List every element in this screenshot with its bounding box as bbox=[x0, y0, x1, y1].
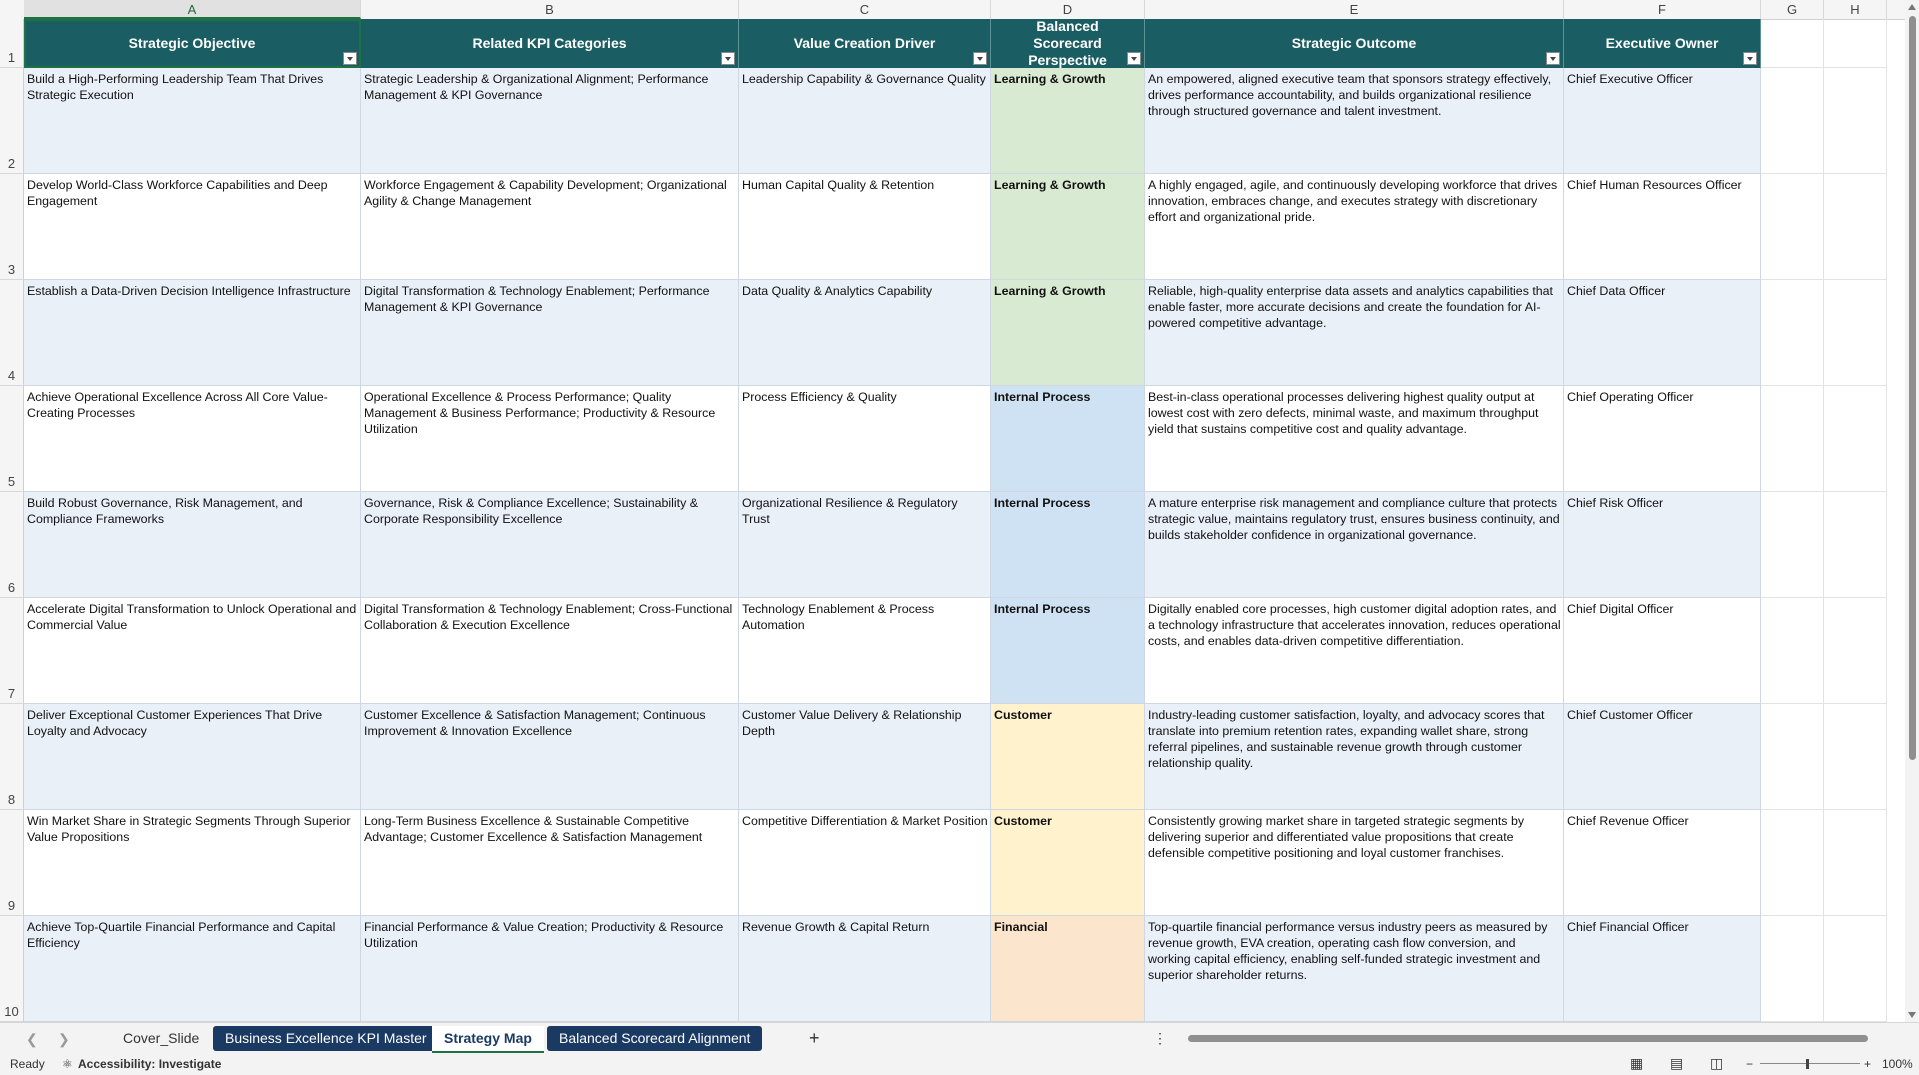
filter-dropdown-icon[interactable] bbox=[1546, 52, 1560, 65]
cell-objective[interactable]: Accelerate Digital Transformation to Unlock Operational and Commercial Value bbox=[24, 598, 361, 704]
horizontal-scrollbar[interactable] bbox=[1178, 1032, 1893, 1044]
sheet-tab-bar bbox=[0, 1022, 1919, 1054]
column-header-a[interactable]: A bbox=[24, 0, 361, 19]
cell-objective[interactable]: Deliver Exceptional Customer Experiences That Drive Loyalty and Advocacy bbox=[24, 704, 361, 810]
more-options-icon[interactable]: ⋮ bbox=[1153, 1030, 1167, 1046]
cell-kpi[interactable]: Digital Transformation & Technology Enablement; Cross-Functional Collaboration & Execution Excellence bbox=[361, 598, 739, 704]
cell-kpi[interactable]: Operational Excellence & Process Performance; Quality Management & Business Performance; Productivity & Resource Utilization bbox=[361, 386, 739, 492]
zoom-out-icon[interactable]: − bbox=[1746, 1057, 1754, 1071]
empty-cell[interactable] bbox=[1824, 19, 1887, 68]
empty-cell[interactable] bbox=[1824, 174, 1887, 280]
cell-owner[interactable]: Chief Operating Officer bbox=[1564, 386, 1761, 492]
tab-cover-slide[interactable]: Cover_Slide bbox=[123, 1030, 200, 1046]
cell-owner[interactable]: Chief Digital Officer bbox=[1564, 598, 1761, 704]
row-header-10[interactable]: 10 bbox=[0, 916, 24, 1022]
row-header-2[interactable]: 2 bbox=[0, 68, 24, 174]
cell-objective[interactable]: Win Market Share in Strategic Segments Through Superior Value Propositions bbox=[24, 810, 361, 916]
cell-outcome[interactable]: A mature enterprise risk management and compliance culture that protects strategic value, maintains regulatory trust, ensures business continuity, and builds stakeholder confidence in organizational governance. bbox=[1145, 492, 1564, 598]
cell-objective[interactable]: Build Robust Governance, Risk Management, and Compliance Frameworks bbox=[24, 492, 361, 598]
column-header-b[interactable]: B bbox=[361, 0, 739, 19]
cell-owner[interactable]: Chief Customer Officer bbox=[1564, 704, 1761, 810]
cell-kpi[interactable]: Workforce Engagement & Capability Development; Organizational Agility & Change Management bbox=[361, 174, 739, 280]
filter-dropdown-icon[interactable] bbox=[1743, 52, 1757, 65]
row-header-1[interactable]: 1 bbox=[0, 19, 24, 68]
filter-dropdown-icon[interactable] bbox=[721, 52, 735, 65]
cell-kpi[interactable]: Financial Performance & Value Creation; Productivity & Resource Utilization bbox=[361, 916, 739, 1022]
empty-cell[interactable] bbox=[1824, 386, 1887, 492]
empty-cell[interactable] bbox=[1761, 386, 1824, 492]
header-cell[interactable] bbox=[739, 19, 991, 68]
row-header-8[interactable]: 8 bbox=[0, 704, 24, 810]
empty-cell[interactable] bbox=[1761, 598, 1824, 704]
empty-cell[interactable] bbox=[1761, 174, 1824, 280]
cell-perspective[interactable]: Internal Process bbox=[991, 598, 1145, 704]
header-cell[interactable] bbox=[361, 19, 739, 68]
column-header-g[interactable]: G bbox=[1761, 0, 1824, 19]
cell-outcome[interactable]: Digitally enabled core processes, high customer digital adoption rates, and a technology infrastructure that accelerates innovation, reduces operational costs, and enables data-driven competitive differentiation. bbox=[1145, 598, 1564, 704]
cell-driver[interactable]: Customer Value Delivery & Relationship Depth bbox=[739, 704, 991, 810]
column-header-e[interactable]: E bbox=[1145, 0, 1564, 19]
cell-owner[interactable]: Chief Human Resources Officer bbox=[1564, 174, 1761, 280]
cell-kpi[interactable]: Digital Transformation & Technology Enablement; Performance Management & KPI Governance bbox=[361, 280, 739, 386]
empty-cell[interactable] bbox=[1824, 810, 1887, 916]
scroll-thumb[interactable] bbox=[1909, 16, 1916, 760]
cell-driver[interactable]: Process Efficiency & Quality bbox=[739, 386, 991, 492]
cell-outcome[interactable]: A highly engaged, agile, and continuously developing workforce that drives innovation, embraces change, and executes strategy with discretionary effort and organizational pride. bbox=[1145, 174, 1564, 280]
header-cell[interactable] bbox=[1145, 19, 1564, 68]
empty-cell[interactable] bbox=[1824, 598, 1887, 704]
status-ready: Ready bbox=[10, 1057, 45, 1071]
empty-cell[interactable] bbox=[1824, 492, 1887, 598]
empty-cell[interactable] bbox=[1824, 68, 1887, 174]
tab-kpi-master[interactable]: Business Excellence KPI Master bbox=[213, 1026, 439, 1051]
next-sheet-icon[interactable]: ❯ bbox=[58, 1031, 70, 1047]
cell-owner[interactable]: Chief Risk Officer bbox=[1564, 492, 1761, 598]
cell-outcome[interactable]: Reliable, high-quality enterprise data assets and analytics capabilities that enable faster, more accurate decisions and create the foundation for AI-powered competitive advantage. bbox=[1145, 280, 1564, 386]
scroll-up-icon[interactable] bbox=[1908, 4, 1916, 10]
cell-driver[interactable]: Data Quality & Analytics Capability bbox=[739, 280, 991, 386]
header-label: Balanced Scorecard Perspective bbox=[1028, 18, 1107, 68]
row-header-4[interactable]: 4 bbox=[0, 280, 24, 386]
row-header-6[interactable]: 6 bbox=[0, 492, 24, 598]
row-header-9[interactable]: 9 bbox=[0, 810, 24, 916]
prev-sheet-icon[interactable]: ❮ bbox=[26, 1031, 38, 1047]
vertical-scrollbar[interactable] bbox=[1905, 0, 1919, 1022]
empty-cell[interactable] bbox=[1824, 704, 1887, 810]
status-bar bbox=[0, 1054, 1919, 1075]
cell-kpi[interactable]: Governance, Risk & Compliance Excellence; Sustainability & Corporate Responsibility Excellence bbox=[361, 492, 739, 598]
column-headers bbox=[0, 0, 1919, 20]
scroll-down-icon[interactable] bbox=[1908, 1012, 1916, 1018]
cell-outcome[interactable]: An empowered, aligned executive team that sponsors strategy effectively, drives performance accountability, and builds organizational resilience through structured governance and talent investment. bbox=[1145, 68, 1564, 174]
cell-outcome[interactable]: Industry-leading customer satisfaction, loyalty, and advocacy scores that translate into premium retention rates, expanding wallet share, strong referral pipelines, and sustainable revenue growth through customer relationship quality. bbox=[1145, 704, 1564, 810]
column-header-c[interactable]: C bbox=[739, 0, 991, 19]
empty-cell[interactable] bbox=[1824, 280, 1887, 386]
cell-owner[interactable]: Chief Data Officer bbox=[1564, 280, 1761, 386]
header-label: Strategic Objective bbox=[128, 35, 256, 51]
cell-perspective[interactable]: Customer bbox=[991, 704, 1145, 810]
cell-objective[interactable]: Establish a Data-Driven Decision Intelligence Infrastructure bbox=[24, 280, 361, 386]
cell-kpi[interactable]: Long-Term Business Excellence & Sustainable Competitive Advantage; Customer Excellence & Satisfaction Management bbox=[361, 810, 739, 916]
empty-cell[interactable] bbox=[1761, 68, 1824, 174]
row-header-5[interactable]: 5 bbox=[0, 386, 24, 492]
empty-cell[interactable] bbox=[1761, 810, 1824, 916]
zoom-slider[interactable] bbox=[1760, 1063, 1860, 1064]
cell-owner[interactable]: Chief Financial Officer bbox=[1564, 916, 1761, 1022]
cell-owner[interactable]: Chief Executive Officer bbox=[1564, 68, 1761, 174]
column-header-d[interactable]: D bbox=[991, 0, 1145, 19]
cell-driver[interactable]: Leadership Capability & Governance Quality bbox=[739, 68, 991, 174]
cell-objective[interactable]: Achieve Top-Quartile Financial Performance and Capital Efficiency bbox=[24, 916, 361, 1022]
row-header-3[interactable]: 3 bbox=[0, 174, 24, 280]
cell-kpi[interactable]: Customer Excellence & Satisfaction Management; Continuous Improvement & Innovation Excellence bbox=[361, 704, 739, 810]
empty-cell[interactable] bbox=[1824, 916, 1887, 1022]
tab-strategy-map[interactable]: Strategy Map bbox=[432, 1026, 544, 1053]
row-header-7[interactable]: 7 bbox=[0, 598, 24, 704]
cell-perspective[interactable]: Learning & Growth bbox=[991, 280, 1145, 386]
empty-cell[interactable] bbox=[1761, 19, 1824, 68]
header-cell[interactable] bbox=[991, 19, 1145, 68]
cell-driver[interactable]: Technology Enablement & Process Automation bbox=[739, 598, 991, 704]
accessibility-icon[interactable]: ⚛ bbox=[62, 1057, 73, 1071]
cell-objective[interactable]: Achieve Operational Excellence Across All Core Value-Creating Processes bbox=[24, 386, 361, 492]
hscroll-thumb[interactable] bbox=[1188, 1035, 1868, 1042]
zoom-slider-thumb[interactable] bbox=[1806, 1059, 1809, 1069]
cell-perspective[interactable]: Internal Process bbox=[991, 492, 1145, 598]
accessibility-status[interactable]: Accessibility: Investigate bbox=[78, 1057, 222, 1071]
zoom-in-icon[interactable]: + bbox=[1864, 1057, 1872, 1071]
header-label: Related KPI Categories bbox=[472, 35, 627, 51]
cell-objective[interactable]: Build a High-Performing Leadership Team That Drives Strategic Execution bbox=[24, 68, 361, 174]
page-break-icon[interactable]: ◫ bbox=[1710, 1055, 1724, 1071]
empty-cell[interactable] bbox=[1761, 704, 1824, 810]
cell-driver[interactable]: Competitive Differentiation & Market Position bbox=[739, 810, 991, 916]
cell-perspective[interactable]: Learning & Growth bbox=[991, 68, 1145, 174]
header-label: Value Creation Driver bbox=[793, 35, 936, 51]
cell-outcome[interactable]: Consistently growing market share in targeted strategic segments by delivering superior and differentiated value propositions that create defensible competitive positioning and loyal customer franchises. bbox=[1145, 810, 1564, 916]
filter-dropdown-icon[interactable] bbox=[1127, 52, 1141, 65]
cell-kpi[interactable]: Strategic Leadership & Organizational Alignment; Performance Management & KPI Governance bbox=[361, 68, 739, 174]
empty-cell[interactable] bbox=[1761, 916, 1824, 1022]
cell-driver[interactable]: Revenue Growth & Capital Return bbox=[739, 916, 991, 1022]
header-label: Strategic Outcome bbox=[1291, 35, 1417, 51]
column-header-h[interactable]: H bbox=[1824, 0, 1887, 19]
add-sheet-icon[interactable]: + bbox=[809, 1028, 820, 1048]
header-label: Executive Owner bbox=[1605, 35, 1719, 51]
empty-cell[interactable] bbox=[1761, 280, 1824, 386]
zoom-level[interactable]: 100% bbox=[1882, 1057, 1913, 1071]
page-layout-icon[interactable]: ▤ bbox=[1670, 1055, 1684, 1071]
header-cell[interactable] bbox=[24, 19, 361, 68]
cell-perspective[interactable]: Learning & Growth bbox=[991, 174, 1145, 280]
cell-perspective[interactable]: Financial bbox=[991, 916, 1145, 1022]
cell-perspective[interactable]: Customer bbox=[991, 810, 1145, 916]
cell-driver[interactable]: Human Capital Quality & Retention bbox=[739, 174, 991, 280]
cell-owner[interactable]: Chief Revenue Officer bbox=[1564, 810, 1761, 916]
tab-bsc-alignment[interactable]: Balanced Scorecard Alignment bbox=[547, 1026, 762, 1051]
cell-objective[interactable]: Develop World-Class Workforce Capabilities and Deep Engagement bbox=[24, 174, 361, 280]
filter-dropdown-icon[interactable] bbox=[973, 52, 987, 65]
empty-cell[interactable] bbox=[1761, 492, 1824, 598]
cell-driver[interactable]: Organizational Resilience & Regulatory Trust bbox=[739, 492, 991, 598]
column-header-f[interactable]: F bbox=[1564, 0, 1761, 19]
cell-outcome[interactable]: Top-quartile financial performance versus industry peers as measured by revenue growth, EVA creation, operating cash flow conversion, and working capital efficiency, enabling self-funded strategic investment and superior shareholder returns. bbox=[1145, 916, 1564, 1022]
cell-outcome[interactable]: Best-in-class operational processes delivering highest quality output at lowest cost with zero defects, minimal waste, and maximum throughput yield that sustains competitive cost and quality advantage. bbox=[1145, 386, 1564, 492]
cell-perspective[interactable]: Internal Process bbox=[991, 386, 1145, 492]
header-cell[interactable] bbox=[1564, 19, 1761, 68]
normal-view-icon[interactable]: ▦ bbox=[1630, 1055, 1644, 1071]
filter-dropdown-icon[interactable] bbox=[343, 52, 357, 65]
